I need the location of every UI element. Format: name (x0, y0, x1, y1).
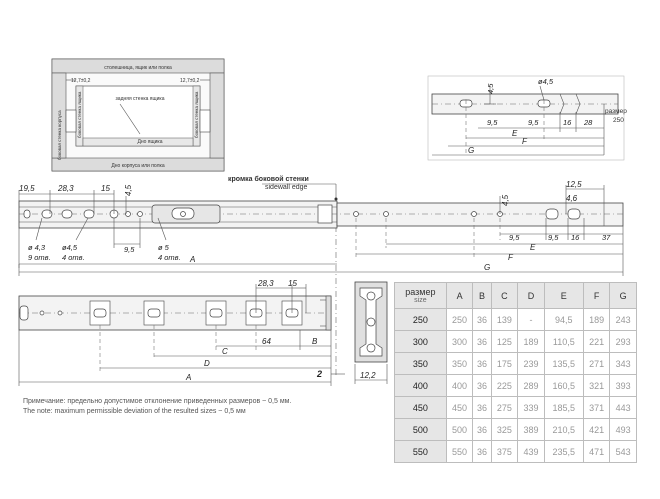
hole-45-label: ø4,5 (62, 243, 78, 252)
table-cell: 293 (610, 331, 637, 353)
detail-hole-label: ø4,5 (538, 77, 554, 86)
table-cell: 36 (473, 353, 491, 375)
drawer-side-right-label: боковая стенка ящика (194, 91, 199, 138)
note-ru-text: предельно допустимое отклонение приведенных размеров ~ 0,5 мм. (67, 398, 292, 405)
col-header: F (583, 283, 610, 309)
table-cell: 36 (473, 419, 491, 441)
table-cell: 300 (395, 331, 447, 353)
rail-dim-95: 9,5 (124, 245, 135, 254)
detail-dim-16: 16 (563, 118, 572, 127)
detail-dim-95b: 9,5 (528, 118, 539, 127)
cab-dim-D: D (204, 359, 210, 368)
size-header-en: size (414, 296, 427, 304)
table-cell: 350 (446, 353, 473, 375)
cabinet-rail (19, 279, 345, 386)
rail-dim-r16: 16 (571, 233, 580, 242)
cab-dim-B: B (312, 337, 318, 346)
cab-dim-C: C (222, 347, 228, 356)
detail-dim-G: G (468, 146, 475, 155)
table-cell: 36 (473, 375, 491, 397)
detail-dim-45: 4,5 (486, 83, 495, 94)
notes (23, 397, 291, 417)
hole-43-label: ø 4,3 (28, 243, 46, 252)
cabinet-side-label: боковая стенка корпуса (57, 110, 62, 160)
table-cell: 189 (518, 331, 545, 353)
table-cell: 450 (446, 397, 473, 419)
rail-dim-r45: 4,5 (501, 194, 510, 206)
table-cell: 375 (491, 441, 518, 463)
note-en: The note: maximum permissible deviation of the resulted sizes ~ 0,5 мм (23, 408, 246, 415)
detail-size-label: размер (605, 108, 627, 115)
rail-dim-46: 4,6 (566, 194, 578, 203)
drawer-side-left-label: боковая стенка ящика (77, 91, 82, 138)
table-cell: 160,5 (544, 375, 583, 397)
note-ru-label: Примечание: (23, 398, 66, 405)
cab-dim-283: 28,3 (258, 279, 274, 288)
table-cell: 325 (491, 419, 518, 441)
table-cell: 175 (491, 353, 518, 375)
cabinet-top-label: столешница, ящик или полка (104, 65, 172, 71)
table-cell: 321 (583, 375, 610, 397)
size-header-ru: размер (405, 286, 436, 297)
table-cell: 471 (583, 441, 610, 463)
table-cell: 400 (446, 375, 473, 397)
table-cell: 439 (518, 441, 545, 463)
rail-dim-r95b: 9,5 (548, 233, 559, 242)
cab-dim-64: 64 (262, 337, 271, 346)
left-gap-label: 12,7±0,2 (71, 78, 91, 84)
col-header: B (473, 283, 491, 309)
table-cell: 339 (518, 397, 545, 419)
table-cell: 189 (583, 309, 610, 331)
rail-dim-r37: 37 (602, 233, 611, 242)
table-cell: 36 (473, 397, 491, 419)
sidewall-label-ru: кромка боковой стенки (228, 176, 309, 183)
table-row (395, 397, 637, 419)
table-cell: 400 (395, 375, 447, 397)
table-cell: 125 (491, 331, 518, 353)
table-cell: 36 (473, 441, 491, 463)
table-cell: 235,5 (544, 441, 583, 463)
table-cell: 243 (610, 309, 637, 331)
rail-dim-A: A (190, 255, 196, 264)
drawer-back-label: задняя стенка ящика (115, 96, 165, 102)
table-row (395, 441, 637, 463)
table-cell: 371 (583, 397, 610, 419)
profile-width: 12,2 (360, 371, 376, 380)
detail-dim-28: 28 (584, 118, 593, 127)
table-cell: 250 (446, 309, 473, 331)
table-cell: 300 (446, 331, 473, 353)
cab-dim-A: A (186, 373, 192, 382)
table-cell: 36 (473, 309, 491, 331)
table-cell: 550 (446, 441, 473, 463)
col-header: E (544, 283, 583, 309)
hole-5-count: 4 отв. (158, 253, 181, 262)
size-header (395, 283, 447, 309)
table-cell: 343 (610, 353, 637, 375)
table-cell: 289 (518, 375, 545, 397)
table-cell: 350 (395, 353, 447, 375)
cab-dim-2: 2 (317, 369, 323, 379)
table-cell: 543 (610, 441, 637, 463)
rail-dim-E: E (530, 243, 536, 252)
table-cell: 275 (491, 397, 518, 419)
table-cell: 421 (583, 419, 610, 441)
table-cell: 493 (610, 419, 637, 441)
hole-45-count: 4 отв. (62, 253, 85, 262)
rail-dim-15: 15 (101, 184, 110, 193)
table-cell: 135,5 (544, 353, 583, 375)
table-cell: 450 (395, 397, 447, 419)
table-cell: 550 (395, 441, 447, 463)
right-gap-label: 12,7±0,2 (180, 78, 200, 84)
col-header: G (610, 283, 637, 309)
size-table (394, 282, 637, 463)
rail-dim-283: 28,3 (58, 184, 74, 193)
table-row (395, 375, 637, 397)
table-header-row (395, 283, 637, 309)
table-row (395, 353, 637, 375)
col-header: D (518, 283, 545, 309)
detail-dim-95a: 9,5 (487, 118, 498, 127)
table-cell: 94,5 (544, 309, 583, 331)
main-rail (19, 180, 623, 276)
col-header: A (446, 283, 473, 309)
table-cell: 500 (395, 419, 447, 441)
table-cell: 36 (473, 331, 491, 353)
detail-dim-F: F (522, 137, 527, 146)
rail-dim-G: G (484, 263, 491, 272)
rail-profile (355, 282, 387, 384)
cabinet-bottom-label: Дно корпуса или полка (111, 163, 165, 169)
note-ru (23, 397, 291, 407)
rail-dim-195: 19,5 (19, 184, 35, 193)
table-cell: 110,5 (544, 331, 583, 353)
table-cell: 271 (583, 353, 610, 375)
cabinet-section (52, 59, 224, 171)
table-row (395, 309, 637, 331)
hole-43-count: 9 отв. (28, 253, 51, 262)
table-cell: 389 (518, 419, 545, 441)
table-cell: - (518, 309, 545, 331)
table-cell: 239 (518, 353, 545, 375)
table-cell: 393 (610, 375, 637, 397)
sidewall-label-en: sidewall edge (265, 184, 308, 191)
rail-dim-45: 4,5 (124, 184, 133, 196)
table-cell: 443 (610, 397, 637, 419)
table-cell: 250 (395, 309, 447, 331)
table-cell: 139 (491, 309, 518, 331)
table-row (395, 419, 637, 441)
table-cell: 221 (583, 331, 610, 353)
hole-5-label: ø 5 (158, 243, 169, 252)
col-header: C (491, 283, 518, 309)
rail-dim-r95a: 9,5 (509, 233, 520, 242)
table-cell: 185,5 (544, 397, 583, 419)
detail-size-value: 250 (613, 117, 624, 124)
detail-drawer-rail (428, 76, 627, 160)
table-cell: 225 (491, 375, 518, 397)
table-cell: 210,5 (544, 419, 583, 441)
rail-dim-F: F (508, 253, 513, 262)
cab-dim-15: 15 (288, 279, 297, 288)
rail-dim-125: 12,5 (566, 180, 582, 189)
table-row (395, 331, 637, 353)
detail-dim-E: E (512, 129, 518, 138)
table-cell: 500 (446, 419, 473, 441)
drawer-bottom-label: Дно ящика (137, 139, 163, 145)
